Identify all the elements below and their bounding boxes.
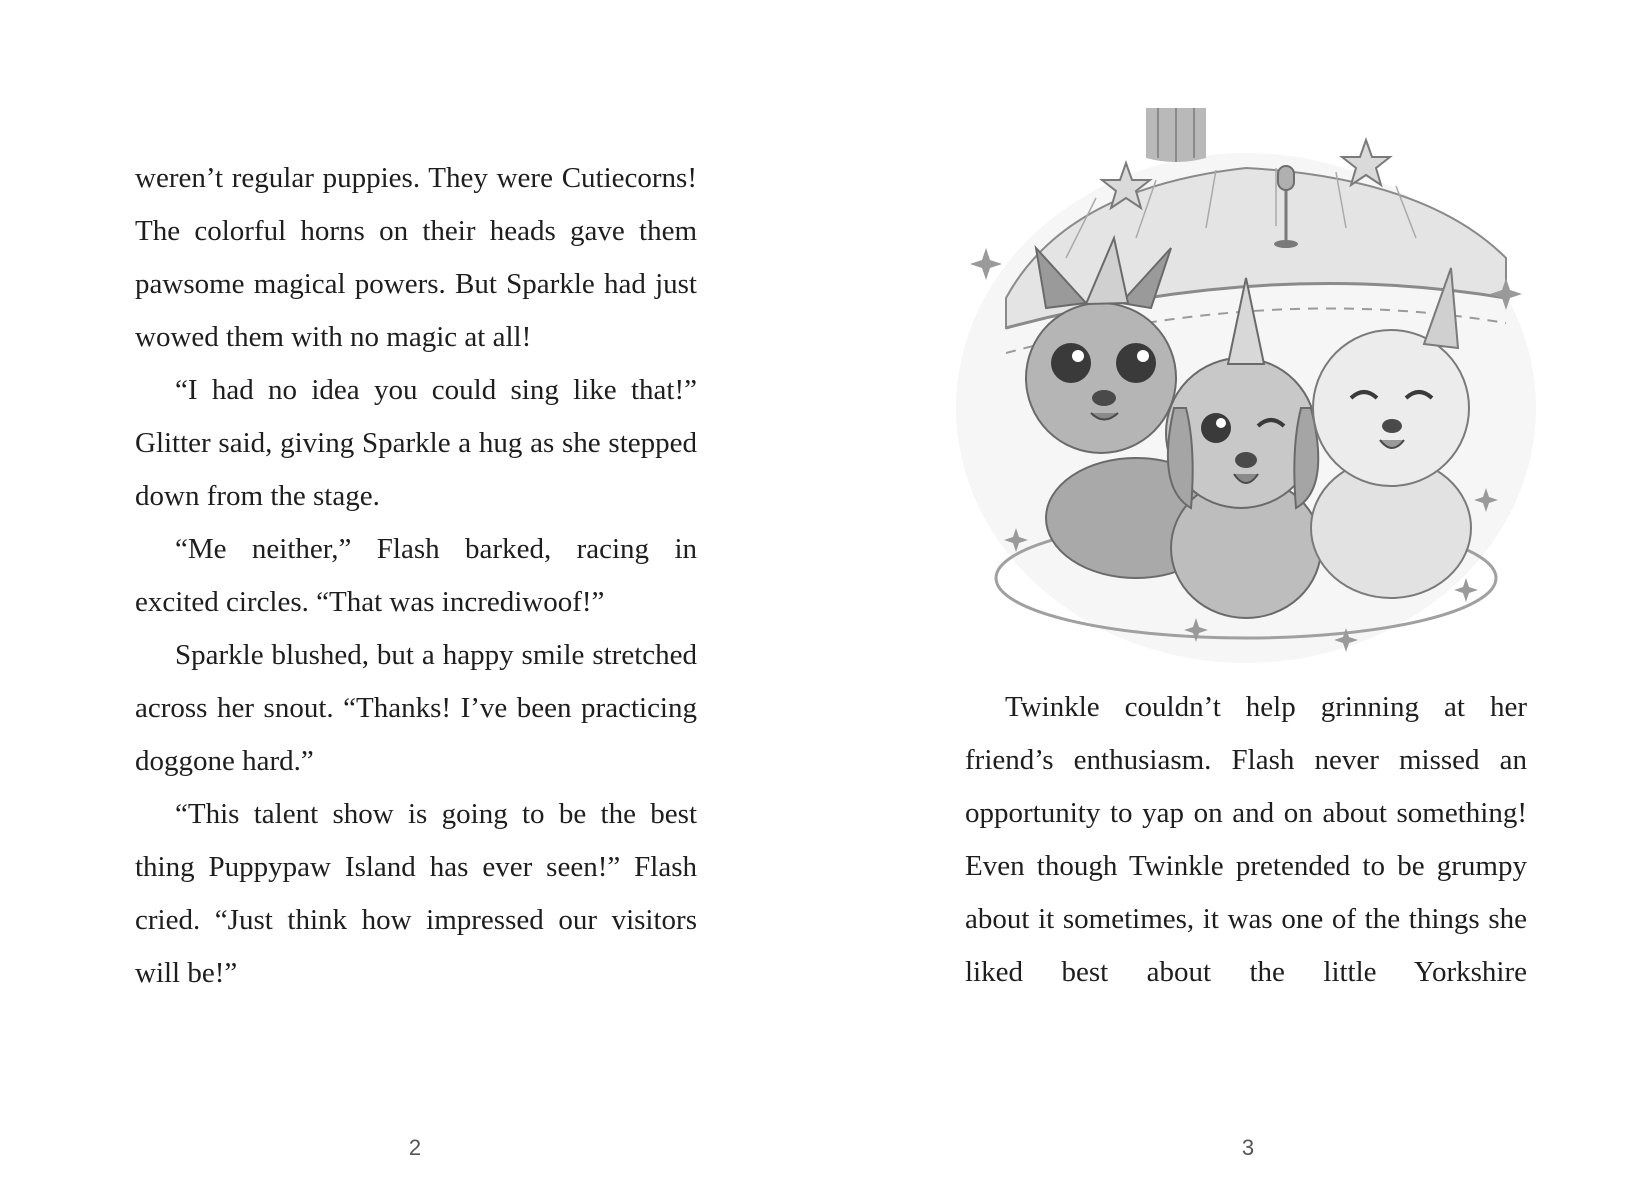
paragraph: “Me neither,” Flash barked, racing in excited circles. “That was incrediwoof!” bbox=[135, 533, 697, 618]
left-page-text bbox=[135, 152, 697, 1000]
page-number: 3 bbox=[1241, 1135, 1255, 1160]
paragraph: weren’t regular puppies. They were Cutiecorns! The colorful horns on their heads gave them pawsome magical powers. But Sparkle had just wowed them with no magic at all! bbox=[135, 162, 697, 353]
three-unicorn-puppies-on-stage-illustration bbox=[946, 108, 1546, 668]
right-page bbox=[826, 0, 1652, 1200]
right-page-text bbox=[965, 681, 1527, 999]
page-number: 2 bbox=[408, 1135, 422, 1160]
paragraph: Twinkle couldn’t help grinning at her friend’s enthusiasm. Flash never missed an opportunity to yap on and on about something! Even though Twinkle pretended to be grumpy about it sometimes, it was one of the things she liked best about the little Yorkshire bbox=[965, 691, 1527, 988]
paragraph: Sparkle blushed, but a happy smile stretched across her snout. “Thanks! I’ve been practicing doggone hard.” bbox=[135, 639, 697, 777]
paragraph: “I had no idea you could sing like that!” Glitter said, giving Sparkle a hug as she stepped down from the stage. bbox=[135, 374, 697, 512]
paragraph: “This talent show is going to be the best thing Puppypaw Island has ever seen!” Flash cried. “Just think how impressed our visitors will be!” bbox=[135, 798, 697, 989]
